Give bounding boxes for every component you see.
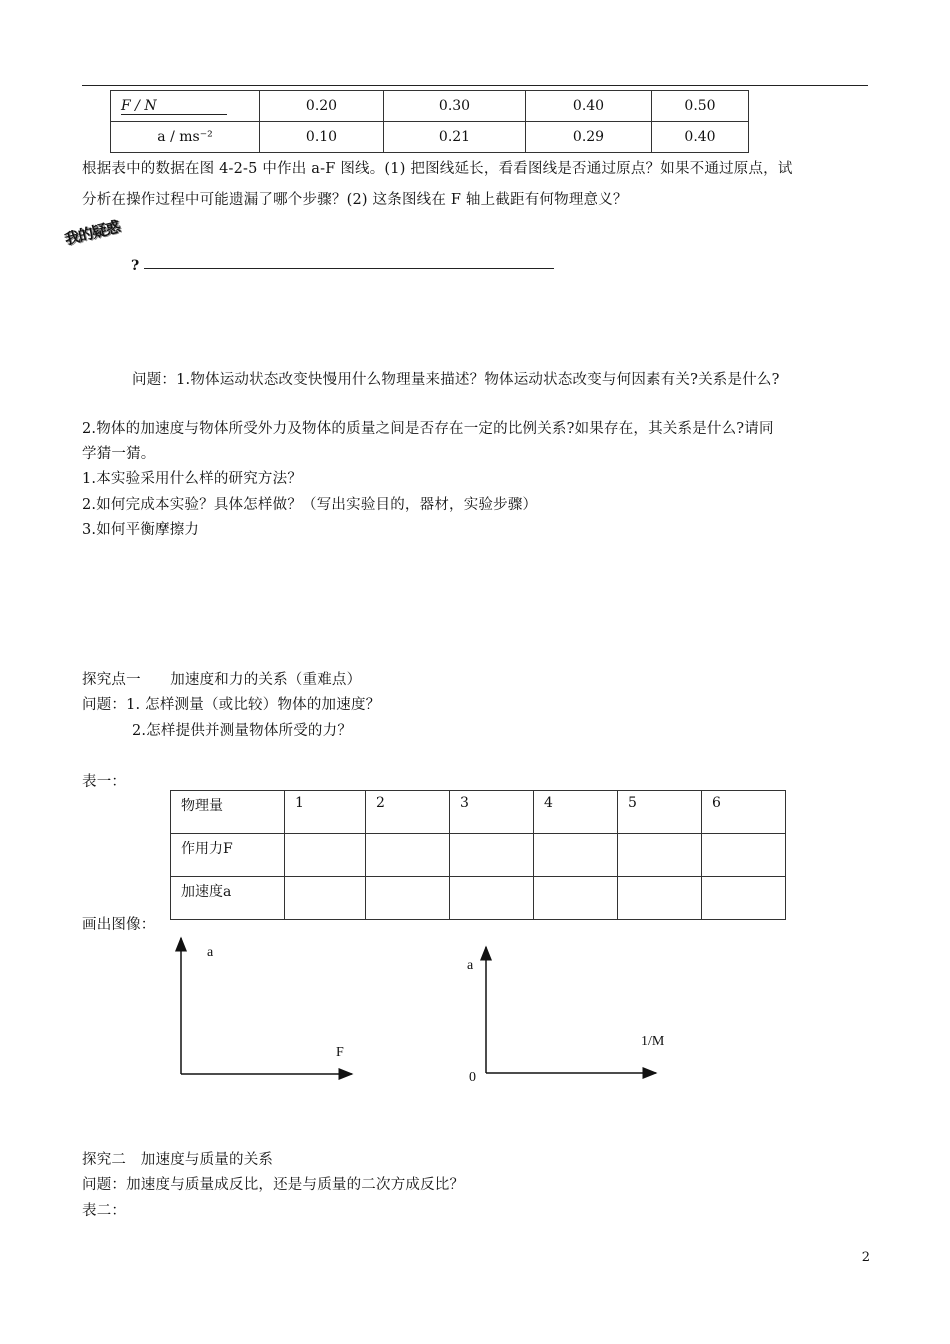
cell: 0.30 <box>384 91 526 122</box>
row-head-force: F / N <box>121 98 227 115</box>
row-head-accel: a / ms⁻² <box>111 122 260 153</box>
cell: 0.40 <box>526 91 652 122</box>
graph1-y-label: a <box>207 945 214 960</box>
cell: 0.21 <box>384 122 526 153</box>
list-item-2: 2.如何完成本实验？具体怎样做？（写出实验目的，器材，实验步骤） <box>82 497 538 513</box>
explore-2-title: 探究二 加速度与质量的关系 <box>82 1152 274 1168</box>
graph2-x-label: 1/M <box>641 1034 665 1049</box>
my-doubt-stamp: 我的疑惑 <box>62 217 122 249</box>
table-one-label: 表一： <box>82 774 127 790</box>
table-two-label: 表二： <box>82 1203 127 1219</box>
draw-graph-label: 画出图像： <box>82 917 156 933</box>
cell: 0.20 <box>260 91 384 122</box>
graph1-x-label: F <box>336 1045 344 1060</box>
graph-a-vs-inv-m <box>486 947 656 1073</box>
graph2-origin-label: 0 <box>469 1070 476 1085</box>
explore-1-q2: 2.怎样提供并测量物体所受的力？ <box>132 723 353 739</box>
header-cell: 物理量 <box>171 791 285 834</box>
header-cell: 6 <box>702 791 786 834</box>
question-mark-icon: ? <box>131 258 140 274</box>
row-label-accel: 加速度a <box>171 877 285 920</box>
graph2-y-label: a <box>467 958 474 973</box>
explore-1-title: 探究点一 加速度和力的关系（重难点） <box>82 672 362 688</box>
cell: 0.10 <box>260 122 384 153</box>
header-cell: 2 <box>366 791 450 834</box>
intro-line-2: 分析在操作过程中可能遗漏了哪个步骤？(2) 这条图线在 F 轴上截距有何物理意义？ <box>82 192 628 208</box>
cell: 0.40 <box>652 122 749 153</box>
explore-1-q1: 问题：1. 怎样测量（或比较）物体的加速度？ <box>82 697 381 713</box>
row-label-force: 作用力F <box>171 834 285 877</box>
page-number: 2 <box>861 1250 870 1265</box>
cell: 0.50 <box>652 91 749 122</box>
question-1: 问题：1.物体运动状态改变快慢用什么物理量来描述？物体运动状态改变与何因素有关?关系是什么? <box>132 372 780 388</box>
header-cell: 4 <box>534 791 618 834</box>
header-cell: 3 <box>450 791 534 834</box>
cell: 0.29 <box>526 122 652 153</box>
question-2b: 学猜一猜。 <box>82 446 156 462</box>
question-2a: 2.物体的加速度与物体所受外力及物体的质量之间是否存在一定的比例关系?如果存在，其关系是什么?请同 <box>82 421 774 437</box>
header-cell: 5 <box>618 791 702 834</box>
explore-2-question: 问题：加速度与质量成反比，还是与质量的二次方成反比？ <box>82 1177 465 1193</box>
list-item-1: 1.本实验采用什么样的研究方法？ <box>82 471 303 487</box>
intro-line-1: 根据表中的数据在图 4-2-5 中作出 a-F 图线。(1) 把图线延长，看看图线是否通过原点？如果不通过原点，试 <box>82 161 793 177</box>
header-cell: 1 <box>285 791 366 834</box>
list-item-3: 3.如何平衡摩擦力 <box>82 522 200 538</box>
